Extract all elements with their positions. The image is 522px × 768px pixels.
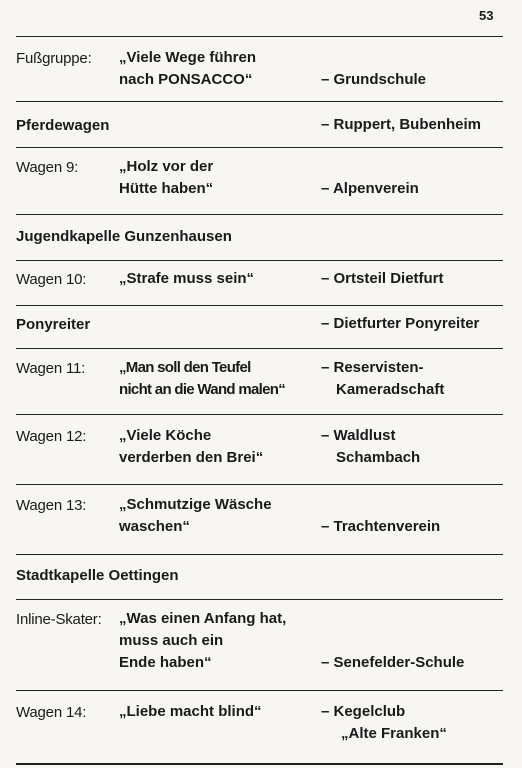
motto-line: waschen“ [119, 518, 190, 535]
motto-line: „Viele Wege führen [119, 49, 256, 66]
entry-group [321, 268, 444, 290]
entry-motto [119, 425, 263, 469]
group-line: – Kegelclub [321, 703, 406, 720]
motto-line: Ende haben“ [119, 654, 212, 671]
section-divider [16, 414, 503, 415]
motto-line: „Liebe macht blind“ [119, 703, 262, 720]
entry-motto [119, 494, 272, 538]
entry-heading: Ponyreiter [16, 316, 91, 333]
entry-label: Wagen 12: [16, 428, 87, 445]
group-line: – Trachtenverein [321, 518, 441, 535]
entry-group [321, 425, 420, 469]
entry-motto [119, 156, 213, 200]
section-divider [16, 763, 503, 765]
section-divider [16, 305, 503, 306]
motto-line: Hütte haben“ [119, 180, 214, 197]
group-line: „Alte Franken“ [341, 725, 447, 742]
motto-line: „Strafe muss sein“ [119, 270, 255, 287]
entry-motto [119, 268, 254, 290]
group-line: – Ruppert, Bubenheim [321, 116, 482, 133]
entry-label: Fußgruppe: [16, 50, 92, 67]
entry-motto [119, 701, 262, 723]
group-line: – Reservisten- [321, 359, 424, 376]
entry-motto [119, 47, 256, 91]
entry-group [321, 357, 444, 401]
section-divider [16, 214, 503, 215]
entry-group [321, 178, 419, 200]
section-divider [16, 348, 503, 349]
entry-label: Wagen 14: [16, 704, 87, 721]
motto-line: nach PONSACCO“ [119, 71, 253, 88]
motto-line: „Schmutzige Wäsche [119, 496, 272, 513]
group-line: – Senefelder-Schule [321, 654, 465, 671]
section-divider [16, 690, 503, 691]
group-line: Kameradschaft [336, 381, 445, 398]
entry-label: Wagen 10: [16, 271, 87, 288]
entry-heading: Stadtkapelle Oettingen [16, 567, 179, 584]
group-line: – Dietfurter Ponyreiter [321, 315, 480, 332]
section-divider [16, 599, 503, 600]
entry-group [321, 114, 481, 136]
motto-line: „Was einen Anfang hat, [119, 610, 287, 627]
section-divider [16, 484, 503, 485]
entry-label: Inline-Skater: [16, 611, 102, 628]
group-line: – Alpenverein [321, 180, 419, 197]
section-divider [16, 260, 503, 261]
entry-label: Wagen 13: [16, 497, 87, 514]
group-line: – Waldlust [321, 427, 396, 444]
entry-group [321, 652, 464, 674]
entry-heading: Jugendkapelle Gunzenhausen [16, 228, 232, 245]
group-line: Schambach [336, 449, 421, 466]
motto-line: muss auch ein [119, 632, 224, 649]
entry-group [321, 69, 426, 91]
section-divider [16, 101, 503, 102]
entry-motto [119, 608, 286, 674]
motto-line: „Viele Köche [119, 427, 212, 444]
group-line: – Ortsteil Dietfurt [321, 270, 444, 287]
entry-motto [119, 357, 285, 401]
section-divider [16, 36, 503, 37]
section-divider [16, 554, 503, 555]
page-number: 53 [479, 8, 494, 23]
motto-line: „Holz vor der [119, 158, 214, 175]
entry-heading: Pferdewagen [16, 117, 110, 134]
group-line: – Grundschule [321, 71, 427, 88]
entry-group [321, 516, 440, 538]
motto-line: „Man soll den Teufel [119, 359, 251, 376]
entry-label: Wagen 11: [16, 360, 86, 377]
entry-label: Wagen 9: [16, 159, 79, 176]
motto-line: verderben den Brei“ [119, 449, 264, 466]
entry-group [321, 701, 447, 745]
section-divider [16, 147, 503, 148]
motto-line: nicht an die Wand malen“ [119, 381, 285, 398]
entry-group [321, 313, 479, 335]
